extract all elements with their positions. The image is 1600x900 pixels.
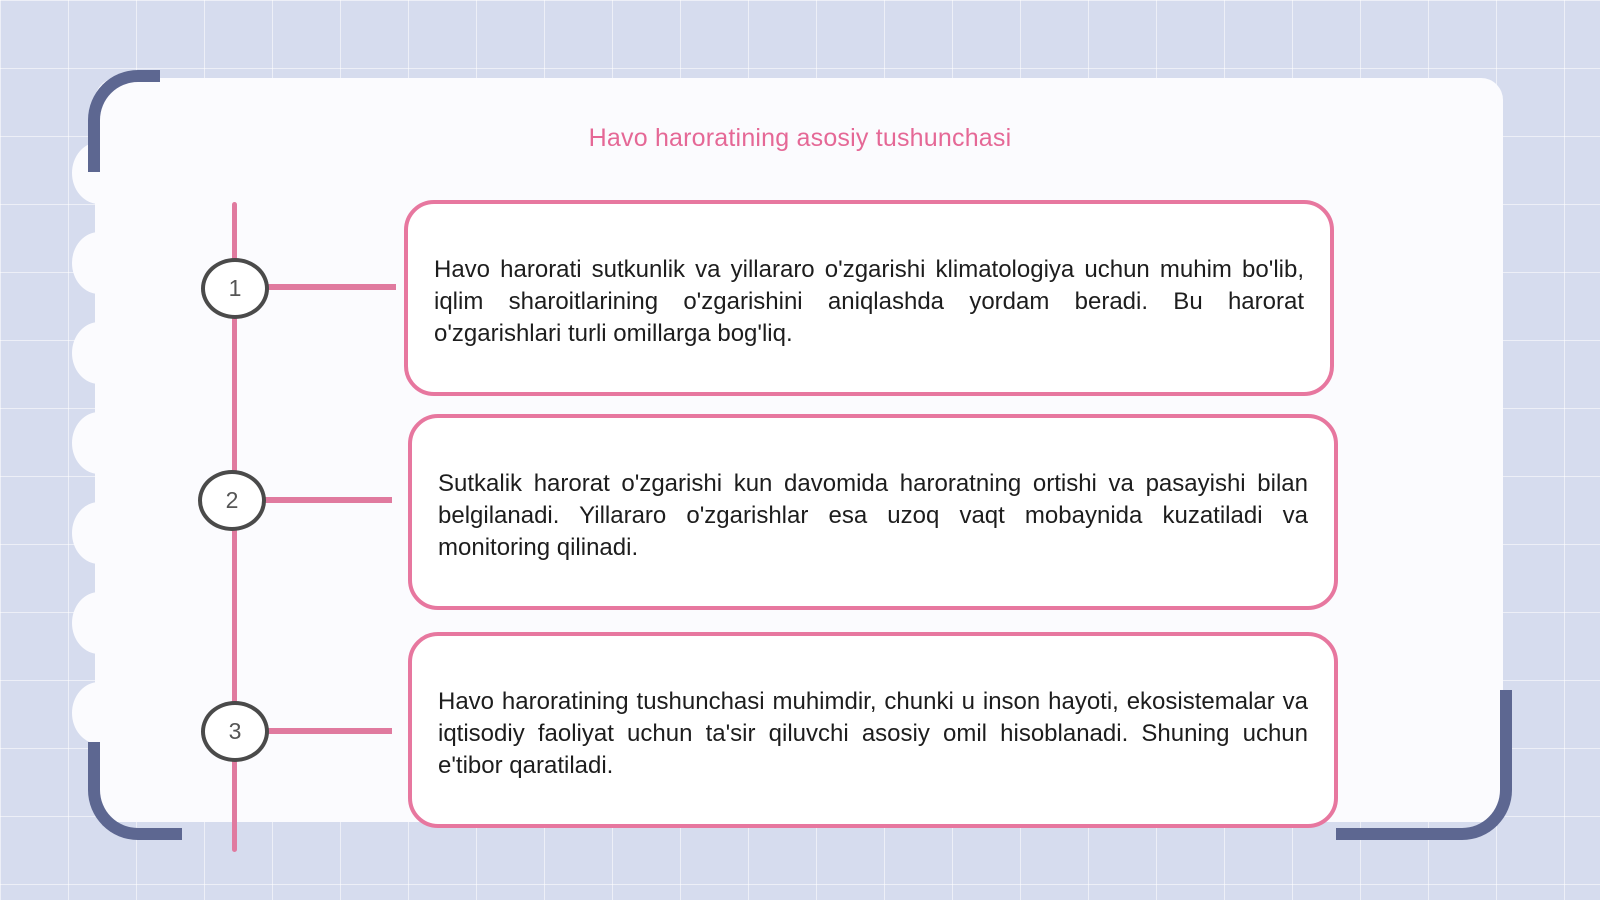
paper-scallop bbox=[72, 232, 126, 294]
step-number-1: 1 bbox=[201, 258, 269, 319]
timeline-connector bbox=[262, 497, 392, 503]
paper-scallop bbox=[72, 412, 126, 474]
card-text-1: Havo harorati sutkunlik va yillararo o'zgarishi klimatologiya uchun muhim bo'lib, iqlim sharoitlarining o'zgarishini aniqlashda yordam beradi. Bu harorat o'zgarishlari turli omillarga bog'liq. bbox=[434, 256, 1304, 347]
slide-title: Havo haroratining asosiy tushunchasi bbox=[588, 124, 1012, 152]
timeline-connector bbox=[262, 728, 392, 734]
timeline-connector bbox=[262, 284, 396, 290]
corner-bracket-bottom-left bbox=[88, 742, 182, 840]
content-card-3 bbox=[408, 632, 1338, 828]
step-number-3: 3 bbox=[201, 701, 269, 762]
card-text-3: Havo haroratining tushunchasi muhimdir, chunki u inson hayoti, ekosistemalar va iqtisodiy faoliyat uchun ta'sir qiluvchi asosiy omil hisoblanadi. Shuning uchun e'tibor qaratiladi. bbox=[438, 688, 1308, 779]
paper-scallop bbox=[72, 682, 126, 744]
card-text-2: Sutkalik harorat o'zgarishi kun davomida haroratning ortishi va pasayishi bilan belgilanadi. Yillararo o'zgarishlar esa uzoq vaqt mobaynida kuzatiladi va monitoring qilinadi. bbox=[438, 470, 1308, 561]
paper-scallop bbox=[72, 502, 126, 564]
content-card-1 bbox=[404, 200, 1334, 396]
paper-scallop bbox=[72, 322, 126, 384]
content-card-2 bbox=[408, 414, 1338, 610]
paper-scallop bbox=[72, 592, 126, 654]
step-number-2: 2 bbox=[198, 470, 266, 531]
corner-bracket-bottom-right bbox=[1336, 690, 1512, 840]
